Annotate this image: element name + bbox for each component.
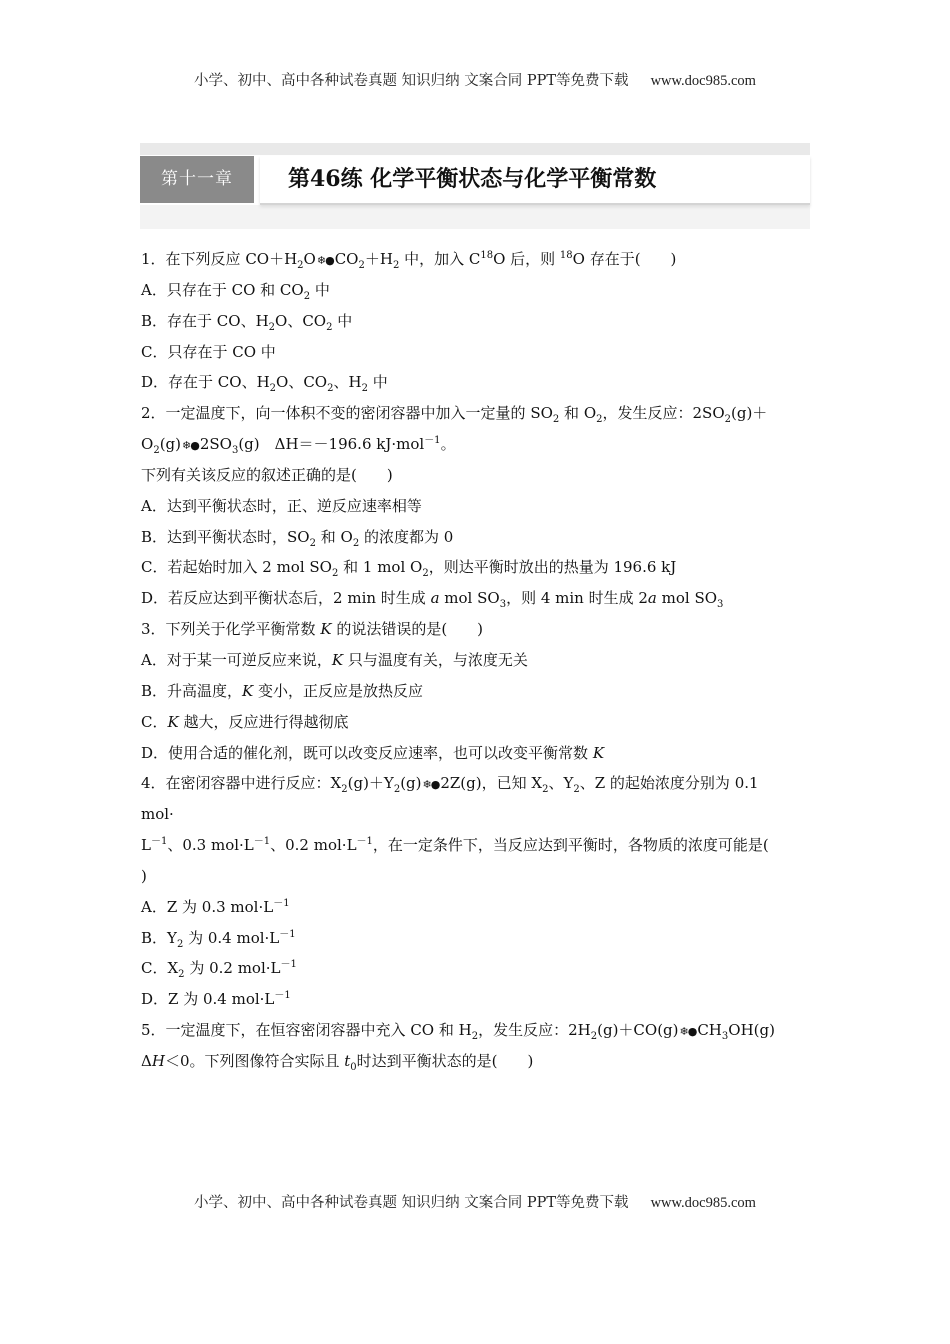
option-1b: B．存在于 CO、$H_2O$、$CO_2$ 中 — [141, 311, 353, 333]
chapter-label: 第十一章 — [140, 156, 254, 203]
equilibrium-arrow-icon: ❄● — [679, 1025, 697, 1039]
chapter-banner — [140, 143, 810, 237]
footer-site: www.doc985.com — [650, 1195, 756, 1211]
question-4-line-3: $L^{-1}$、0.3 $mol\cdot L^{-1}$、0.2 $mol\cdot L^{-1}$，在一定条件下，当反应达到平衡时，各物质的浓度可能是( — [141, 836, 769, 855]
option-1c: C．只存在于 CO 中 — [141, 342, 276, 361]
question-3: 3．下列关于化学平衡常数 K 的说法错误的是( ) — [141, 620, 484, 639]
option-3c: C．K 越大，反应进行得越彻底 — [141, 712, 349, 731]
question-5-line-2: ΔH＜0。下列图像符合实际且 $t_0$时达到平衡状态的是( ) — [141, 1051, 534, 1073]
equilibrium-arrow-icon: ❄● — [182, 439, 199, 453]
option-4c: C．$X_2$ 为 0.2 $mol\cdot L^{-1}$ — [141, 959, 297, 981]
option-2b: B．达到平衡状态时，$SO_2$ 和 $O_2$ 的浓度都为 0 — [141, 527, 454, 549]
title-box — [260, 156, 810, 205]
question-4: 4．在密闭容器中进行反应：$X_2(g)+Y_2(g)❄●2Z(g)$，已知 $X_2$、$Y_2$、Z 的起始浓度分别为 0.1 — [141, 768, 811, 799]
questions — [141, 244, 811, 1077]
page-header — [0, 69, 950, 90]
footer-text: 小学、初中、高中各种试卷真题 知识归纳 文案合同 PPT等免费下载 — [194, 1195, 629, 1211]
option-1a: A．只存在于 CO 和 $CO_2$ 中 — [141, 280, 330, 302]
question-2-line-3: 下列有关该反应的叙述正确的是( ) — [141, 465, 393, 484]
option-4a: A．Z 为 0.3 $mol\cdot L^{-1}$ — [141, 897, 290, 916]
equilibrium-arrow-icon: ❄● — [422, 778, 440, 792]
option-3a: A．对于某一可逆反应来说，K 只与温度有关，与浓度无关 — [141, 650, 528, 669]
equilibrium-arrow-icon: ❄● — [316, 254, 334, 267]
question-5: 5．一定温度下，在恒容密闭容器中充入 CO 和 $H_2$，发生反应：$2H_2(g)+CO(g)❄●CH_3OH(g)$ — [141, 1015, 811, 1046]
option-4d: D．Z 为 0.4 $mol\cdot L^{-1}$ — [141, 990, 291, 1009]
header-text: 小学、初中、高中各种试卷真题 知识归纳 文案合同 PPT等免费下载 — [194, 73, 629, 89]
question-4-line-4: ) — [141, 866, 147, 885]
question-2-line-2: $O_2(g)❄●2SO_3(g)$ ΔH＝－196.6 kJ·mol$^{-1}$。 — [141, 429, 811, 460]
option-4b: B．$Y_2$ 为 0.4 $mol\cdot L^{-1}$ — [141, 928, 296, 950]
option-2d: D．若反应达到平衡状态后，2 min 时生成 a mol $SO_3$，则 4 min 时生成 2a mol $SO_3$ — [141, 589, 724, 611]
option-3b: B．升高温度，K 变小，正反应是放热反应 — [141, 681, 424, 700]
option-1d: D．存在于 CO、$H_2O$、$CO_2$、$H_2$ 中 — [141, 373, 388, 395]
question-2: 2．一定温度下，向一体积不变的密闭容器中加入一定量的 $SO_2$ 和 $O_2$，发生反应：$2SO_2(g)+$ — [141, 404, 768, 426]
banner-top-strip — [140, 143, 810, 155]
page-title: 第46练 化学平衡状态与化学平衡常数 — [288, 166, 657, 192]
question-1: 1．在下列反应 $CO+H_2O❄●CO_2+H_2$ 中，加入 $C^{18}O$ 后，则 $^{18}$O 存在于( ) — [141, 244, 811, 275]
question-4-line-2: mol· — [141, 805, 174, 824]
banner-shadow — [140, 205, 810, 229]
option-2a: A．达到平衡状态时，正、逆反应速率相等 — [141, 496, 422, 515]
header-site: www.doc985.com — [650, 73, 756, 89]
option-2c: C．若起始时加入 2 mol $SO_2$ 和 1 mol $O_2$，则达平衡时放出的热量为 196.6 kJ — [141, 558, 677, 580]
option-3d: D．使用合适的催化剂，既可以改变反应速率，也可以改变平衡常数 K — [141, 743, 605, 762]
page-footer — [0, 1191, 950, 1212]
